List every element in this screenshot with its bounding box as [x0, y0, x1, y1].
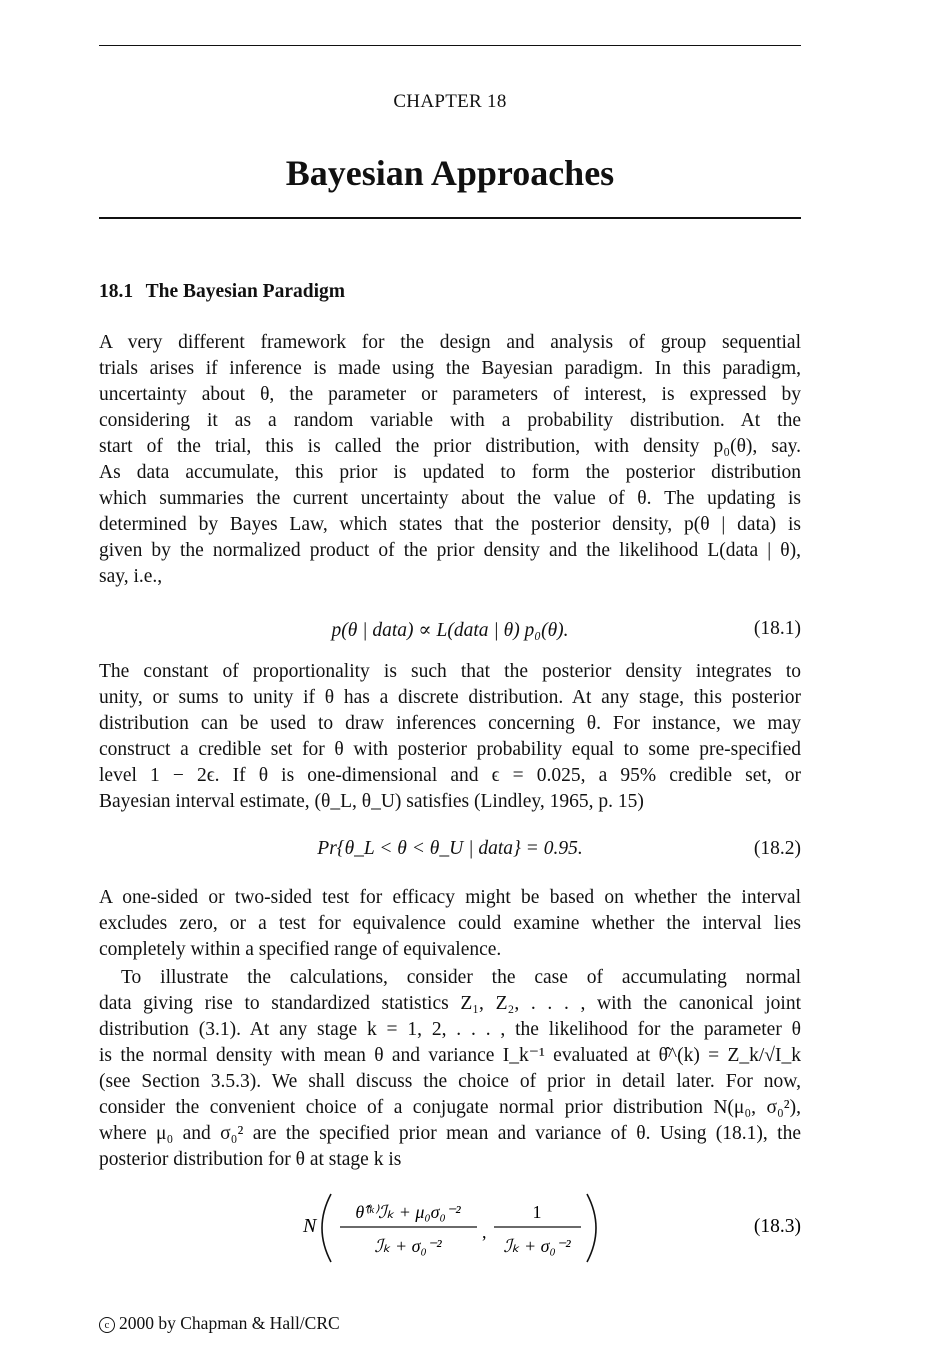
paragraph-3 — [99, 885, 801, 963]
numerator-2: 1 — [532, 1202, 542, 1222]
paragraph-1 — [99, 330, 801, 590]
text-line: which summaries the current uncertainty about the value of θ. The updating is — [99, 488, 801, 509]
text-line: start of the trial, this is called the prior distribution, with density p₀(θ), say. — [99, 436, 801, 457]
text-line: excludes zero, or a test for equivalence could examine whether the interval lies — [99, 913, 801, 934]
copyright-icon: c — [99, 1317, 115, 1333]
text-line: unity, or sums to unity if θ has a discrete distribution. At any stage, this posterior — [99, 687, 801, 708]
title-rule — [99, 217, 801, 219]
text-line: distribution can be used to draw inferences concerning θ. For instance, we may — [99, 713, 801, 734]
left-paren — [322, 1194, 331, 1262]
equation-number: (18.3) — [753, 1216, 801, 1237]
text-line: considering it as a random variable with a probability distribution. At the — [99, 410, 801, 431]
text-line: trials arises if inference is made using the Bayesian paradigm. In this paradigm, — [99, 358, 801, 379]
chapter-label: CHAPTER 18 — [393, 91, 507, 112]
text-line: level 1 − 2ϵ. If θ is one-dimensional and ϵ = 0.025, a 95% credible set, or — [99, 765, 801, 786]
text-line: where μ₀ and σ₀² are the specified prior mean and variance of θ. Using (18.1), the — [99, 1123, 801, 1144]
text-line: is the normal density with mean θ and variance I_k⁻¹ evaluated at θ̂^(k) = Z_k/√I_k — [99, 1045, 801, 1066]
equation-number: (18.2) — [753, 838, 801, 859]
text-line: data giving rise to standardized statistics Z₁, Z₂, . . . , with the canonical joint — [99, 993, 801, 1014]
text-line: say, i.e., — [99, 566, 163, 587]
text-line: The constant of proportionality is such that the posterior density integrates to — [99, 661, 801, 682]
equation-number: (18.1) — [753, 618, 801, 639]
text-line: posterior distribution for θ at stage k is — [99, 1149, 402, 1170]
section-heading — [99, 281, 345, 303]
text-line: determined by Bayes Law, which states that the posterior density, p(θ | data) is — [99, 514, 801, 535]
text-line: To illustrate the calculations, consider the case of accumulating normal — [121, 967, 801, 988]
right-paren — [587, 1194, 596, 1262]
denominator-2: ℐₖ + σ₀⁻² — [503, 1236, 571, 1256]
text-line: Bayesian interval estimate, (θ_L, θ_U) satisfies (Lindley, 1965, p. 15) — [99, 791, 644, 812]
paragraph-2 — [99, 659, 801, 815]
text-line: A very different framework for the design and analysis of group sequential — [99, 332, 801, 353]
equation-body: p(θ | data) ∝ L(data | θ) p₀(θ). — [331, 620, 569, 641]
comma: , — [482, 1222, 487, 1242]
text-line: A one-sided or two-sided test for efficacy might be based on whether the interval — [99, 887, 801, 908]
denominator-1: ℐₖ + σ₀⁻² — [374, 1236, 442, 1256]
footer-text: 2000 by Chapman & Hall/CRC — [119, 1313, 340, 1333]
equation-18-2 — [99, 838, 801, 866]
text-line: completely within a specified range of equivalence. — [99, 939, 502, 960]
text-line: construct a credible set for θ with posterior probability equal to some pre-specified — [99, 739, 801, 760]
text-line: As data accumulate, this prior is updated to form the posterior distribution — [99, 462, 801, 483]
equation-prefix: N — [303, 1215, 317, 1237]
text-line: consider the convenient choice of a conjugate normal prior distribution N(μ₀, σ₀²), — [99, 1097, 801, 1118]
equation-body: Pr{θ_L < θ < θ_U | data} = 0.95. — [317, 838, 583, 859]
numerator-1: θ̂⁽ᵏ⁾ℐₖ + μ₀σ₀⁻² — [355, 1202, 461, 1222]
paragraph-4 — [99, 965, 801, 1173]
chapter-title: Bayesian Approaches — [285, 153, 615, 193]
text-line: uncertainty about θ, the parameter or parameters of interest, is expressed by — [99, 384, 801, 405]
text-line: given by the normalized product of the prior density and the likelihood L(data | θ), — [99, 540, 801, 561]
text-line: distribution (3.1). At any stage k = 1, 2, . . . , the likelihood for the parameter θ — [99, 1019, 801, 1040]
text-line: (see Section 3.5.3). We shall discuss the choice of prior in detail later. For now, — [99, 1071, 801, 1092]
equation-18-3 — [99, 1190, 801, 1270]
equation-18-1 — [99, 618, 801, 646]
section-number: 18.1 — [99, 281, 134, 302]
section-title: The Bayesian Paradigm — [145, 281, 345, 302]
equation-graphic — [99, 1190, 801, 1270]
footer — [99, 1313, 340, 1334]
top-rule — [99, 45, 801, 46]
